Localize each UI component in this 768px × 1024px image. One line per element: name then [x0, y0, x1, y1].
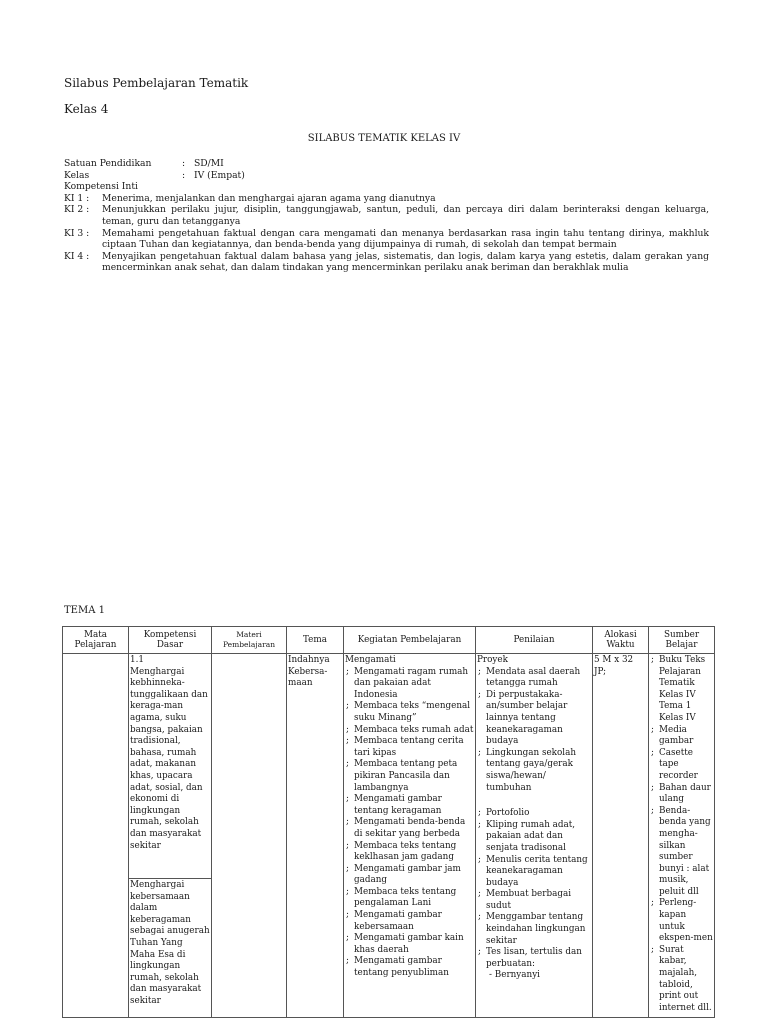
kd-cell-1: 1.1 Menghargai kebhinneka-tunggalikaan dan keraga-man agama, suku bangsa, pakaian tradisional, bahasa, rumah adat, makanan khas, upacara adat, sosial, dan ekonomi di lingkungan rumah, sekolah dan masyarakat sekitar	[129, 654, 212, 879]
activities-heading: Mengamati	[345, 655, 396, 665]
theme-label: TEMA 1	[64, 605, 105, 616]
list-item: ; Membaca teks rumah adat	[345, 725, 474, 737]
list-item: ; Mengamati benda-benda di sekitar yang berbeda	[345, 817, 474, 840]
list-item: ; Portofolio	[477, 808, 591, 820]
list-item: ; Membuat berbagai sudut	[477, 889, 591, 912]
ki-code: KI 4 :	[64, 250, 90, 262]
list-item: ; Di perpustakaka-an/sumber belajar lainnya tentang keanekaragaman budaya	[477, 690, 591, 748]
list-item: ; Surat kabar, majalah, tabloid, print out internet dll.	[650, 945, 713, 1015]
resources-list	[650, 655, 713, 1014]
ki-text: Menunjukkan perilaku jujur, disiplin, tanggungjawab, santun, peduli, dan percaya diri dalam berinteraksi dengan keluarga, teman, guru dan tetangganya	[102, 204, 709, 227]
activities-cell	[344, 654, 476, 1018]
assessment-cell	[476, 654, 593, 1018]
meta-colon: :	[182, 158, 186, 169]
material-cell	[212, 654, 287, 1018]
list-item: ; Membaca teks “mengenal suku Minang”	[345, 701, 474, 724]
ki-text: Memahami pengetahuan faktual dengan cara mengamati dan menanya berdasarkan rasa ingin tahu tentang dirinya, makhluk ciptaan Tuhan dan kegiatannya, dan benda-benda yang dijumpainya di rumah, di sekolah dan tempat bermain	[102, 227, 709, 251]
resources-cell	[649, 654, 715, 1018]
list-item: ; Membaca teks tentang keklhasan jam gadang	[345, 841, 474, 864]
header-subject: Mata Pelajaran	[63, 627, 129, 654]
list-item: ; Mengamati gambar kain khas daerah	[345, 933, 474, 956]
list-item: ; Mengamati gambar kebersamaan	[345, 910, 474, 933]
list-item: ; Media gambar	[650, 725, 713, 748]
list-item: ; Mengamati gambar tentang penyubliman	[345, 956, 474, 979]
list-item: ; Mendata asal daerah tetangga rumah	[477, 667, 591, 690]
list-item: ; Casette tape recorder	[650, 748, 713, 783]
class-line: Kelas 4	[64, 102, 109, 116]
meta-value: SD/MI	[194, 158, 224, 169]
ki-4	[64, 251, 709, 274]
assessment-sub-item: - Bernyanyi	[489, 970, 540, 981]
list-item: ; Mengamati gambar jam gadang	[345, 864, 474, 887]
ki-code: KI 1 :	[64, 192, 90, 204]
kd-cell-2: Menghargai kebersamaan dalam keberagaman sebagai anugerah Tuhan Yang Maha Esa di lingkungan rumah, sekolah dan masyarakat sekitar	[129, 879, 212, 1018]
header-basic-competence: Kompetensi Dasar	[129, 627, 212, 654]
list-item: ; Tes lisan, tertulis dan perbuatan:	[477, 947, 591, 970]
ki-text: Menerima, menjalankan dan menghargai ajaran agama yang dianutnya	[102, 192, 436, 204]
ki-3	[64, 228, 709, 251]
meta-colon: :	[182, 169, 186, 181]
ki-code: KI 2 :	[64, 204, 90, 216]
list-item: ; Mengamati ragam rumah dan pakaian adat Indonesia	[345, 667, 474, 702]
list-item: ; Kliping rumah adat, pakaian adat dan senjata tradisonal	[477, 820, 591, 855]
meta-value: IV (Empat)	[194, 169, 245, 181]
table-header-row	[63, 627, 715, 654]
meta-label: Satuan Pendidikan	[64, 158, 152, 169]
list-item: ; Lingkungan sekolah tentang gaya/gerak siswa/hewan/ tumbuhan	[477, 748, 591, 794]
syllabus-title: SILABUS TEMATIK KELAS IV	[307, 133, 461, 144]
header-learning-resources: Sumber Belajar	[649, 627, 715, 654]
time-allocation-cell: 5 M x 32 JP;	[593, 654, 649, 1018]
list-item: ; Mengamati gambar tentang keragaman	[345, 794, 474, 817]
list-item: ; Perleng-kapan untuk ekspen-men	[650, 898, 713, 944]
table-row	[63, 654, 715, 879]
syllabus-table	[62, 626, 715, 1018]
list-item: ; Membaca tentang cerita tari kipas	[345, 736, 474, 759]
list-item: ; Menggambar tentang keindahan lingkungan sekitar	[477, 912, 591, 947]
meta-row-class	[64, 170, 709, 182]
activities-list	[345, 667, 474, 980]
list-item: ; Benda-benda yang mengha-silkan sumber bunyi : alat musik, peluit dll	[650, 806, 713, 899]
list-item: ; Membaca teks tentang pengalaman Lani	[345, 887, 474, 910]
core-competence-label: Kompetensi Inti	[64, 181, 138, 193]
spacer	[477, 794, 591, 808]
header-learning-activities: Kegiatan Pembelajaran	[344, 627, 476, 654]
ki-code: KI 3 :	[64, 227, 90, 239]
assessment-project-list	[477, 667, 591, 971]
header-time-allocation: Alokasi Waktu	[593, 627, 649, 654]
list-item: ; Bahan daur ulang	[650, 783, 713, 806]
list-item: ; Membaca tentang peta pikiran Pancasila dan lambangnya	[345, 759, 474, 794]
assessment-heading: Proyek	[477, 655, 508, 665]
ki-text: Menyajikan pengetahuan faktual dalam bahasa yang jelas, sistematis, dan logis, dalam karya yang estetis, dalam gerakan yang mencerminkan anak sehat, dan dalam tindakan yang mencerminkan perilaku anak beriman dan berakhlak mulia	[102, 250, 709, 274]
header-learning-material: Materi Pembelajaran	[212, 627, 287, 654]
ki-1	[64, 193, 709, 205]
list-item: ; Menulis cerita tentang keanekaragaman budaya	[477, 855, 591, 890]
meta-row-school	[64, 158, 709, 170]
header-theme: Tema	[287, 627, 344, 654]
meta-label: Kelas	[64, 169, 90, 181]
header-assessment: Penilaian	[476, 627, 593, 654]
theme-cell: Indahnya Kebersa-maan	[287, 654, 344, 1018]
list-item: ; Buku Teks Pelajaran Tematik Kelas IV Tema 1 Kelas IV	[650, 655, 713, 725]
syllabus-meta	[64, 158, 709, 274]
document-title: Silabus Pembelajaran Tematik	[64, 76, 249, 90]
ki-2	[64, 204, 709, 227]
subject-cell	[63, 654, 129, 1018]
